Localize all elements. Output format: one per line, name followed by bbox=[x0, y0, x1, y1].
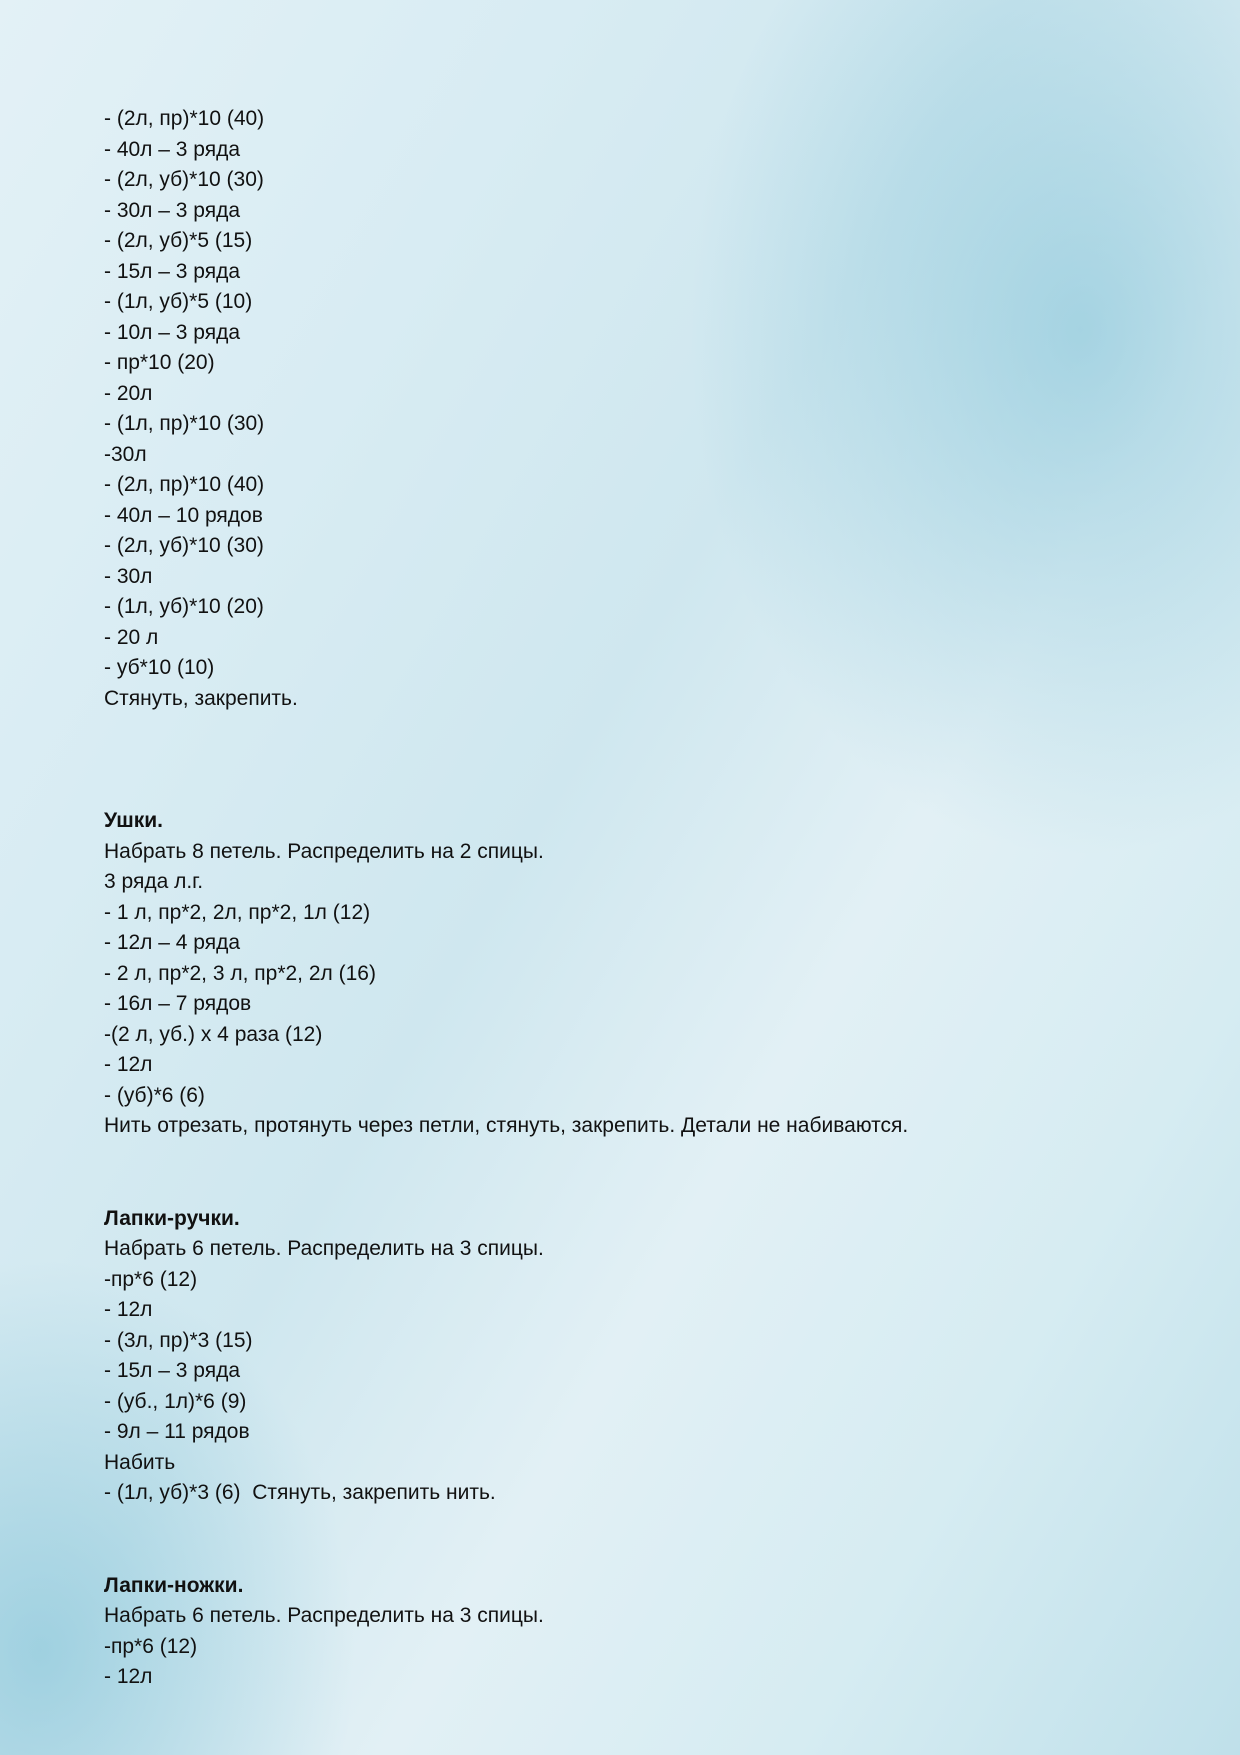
pattern-line: - 12л bbox=[104, 1665, 153, 1688]
pattern-line: -(2 л, уб.) х 4 раза (12) bbox=[104, 1022, 323, 1046]
pattern-line: - 2 л, пр*2, 3 л, пр*2, 2л (16) bbox=[104, 961, 376, 985]
pattern-line: - (2л, уб)*5 (15) bbox=[104, 229, 253, 252]
pattern-line: - (1л, уб)*10 (20) bbox=[104, 595, 264, 618]
section-legs bbox=[104, 1571, 1144, 1693]
spacer bbox=[104, 1509, 1144, 1571]
pattern-line: Набрать 6 петель. Распределить на 3 спицы. bbox=[104, 1237, 544, 1260]
pattern-line: - 12л – 4 ряда bbox=[104, 931, 241, 954]
pattern-line: - 9л – 11 рядов bbox=[104, 1420, 250, 1443]
pattern-line: - (уб., 1л)*6 (9) bbox=[104, 1389, 247, 1413]
section-ears bbox=[104, 806, 1144, 1142]
pattern-line: -пр*6 (12) bbox=[104, 1634, 198, 1658]
section-title-ears: Ушки. bbox=[104, 809, 164, 832]
pattern-line: - (1л, пр)*10 (30) bbox=[104, 412, 265, 435]
pattern-line: 3 ряда л.г. bbox=[104, 870, 204, 893]
pattern-line: -пр*6 (12) bbox=[104, 1267, 198, 1291]
pattern-line: Стянуть, закрепить. bbox=[104, 686, 298, 710]
pattern-line: Набить bbox=[104, 1450, 176, 1474]
section-body-pattern bbox=[104, 104, 1144, 714]
pattern-line: - 15л – 3 ряда bbox=[104, 1359, 241, 1382]
pattern-line: - 40л – 3 ряда bbox=[104, 137, 241, 161]
pattern-line: - пр*10 (20) bbox=[104, 351, 215, 374]
pattern-line: - (2л, уб)*10 (30) bbox=[104, 168, 264, 191]
pattern-line: - 15л – 3 ряда bbox=[104, 259, 241, 283]
pattern-line: -30л bbox=[104, 442, 147, 466]
spacer bbox=[104, 1142, 1144, 1204]
pattern-line: Набрать 8 петель. Распределить на 2 спицы. bbox=[104, 839, 544, 863]
pattern-line: - (1л, уб)*3 (6) Стянуть, закрепить нить. bbox=[104, 1481, 496, 1504]
pattern-line: - 12л bbox=[104, 1298, 153, 1321]
pattern-line: - (2л, пр)*10 (40) bbox=[104, 473, 265, 496]
pattern-line: - 1 л, пр*2, 2л, пр*2, 1л (12) bbox=[104, 900, 371, 924]
pattern-line: - 12л bbox=[104, 1053, 153, 1076]
pattern-line: - (2л, уб)*10 (30) bbox=[104, 534, 264, 557]
pattern-line: - 20 л bbox=[104, 625, 159, 649]
document-page bbox=[104, 104, 1144, 1693]
pattern-line: - 30л bbox=[104, 564, 153, 588]
pattern-line: - (3л, пр)*3 (15) bbox=[104, 1328, 253, 1352]
section-title-arms: Лапки-ручки. bbox=[104, 1206, 240, 1230]
section-arms bbox=[104, 1204, 1144, 1509]
pattern-line: - 16л – 7 рядов bbox=[104, 992, 252, 1015]
pattern-line: - уб*10 (10) bbox=[104, 656, 215, 679]
section-title-legs: Лапки-ножки. bbox=[104, 1573, 244, 1597]
pattern-line: Нить отрезать, протянуть через петли, стянуть, закрепить. Детали не набиваются. bbox=[104, 1114, 909, 1137]
pattern-line: - (уб)*6 (6) bbox=[104, 1083, 205, 1107]
pattern-line: - 30л – 3 ряда bbox=[104, 198, 241, 222]
pattern-line: Набрать 6 петель. Распределить на 3 спицы. bbox=[104, 1604, 544, 1627]
pattern-line: - (1л, уб)*5 (10) bbox=[104, 290, 253, 313]
pattern-line: - 40л – 10 рядов bbox=[104, 503, 263, 527]
spacer bbox=[104, 714, 1144, 806]
pattern-line: - 20л bbox=[104, 381, 153, 405]
pattern-line: - (2л, пр)*10 (40) bbox=[104, 107, 265, 130]
pattern-line: - 10л – 3 ряда bbox=[104, 320, 241, 344]
